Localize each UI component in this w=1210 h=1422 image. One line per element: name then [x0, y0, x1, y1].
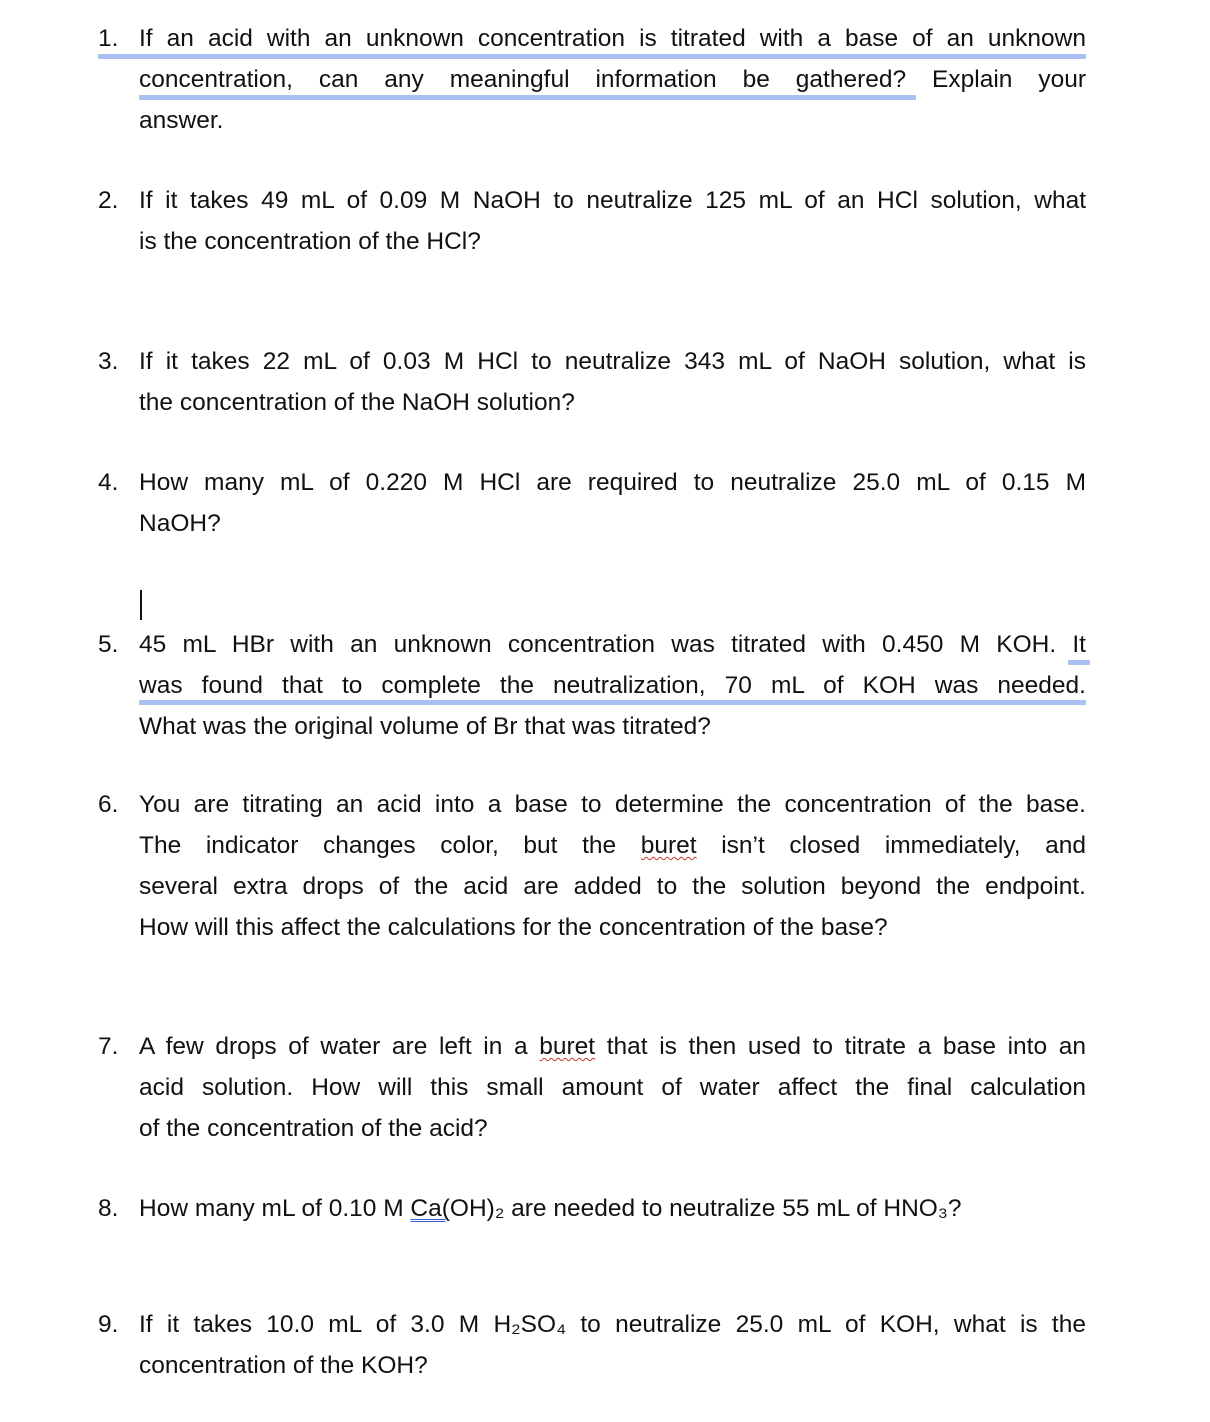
question-line: concentration, can any meaningful information be gathered? Explain your [139, 66, 1086, 93]
question-9 [98, 1304, 1086, 1386]
question-line: NaOH? [139, 510, 221, 537]
question-line: You are titrating an acid into a base to determine the concentration of the base. [139, 791, 1086, 818]
question-line: of the concentration of the acid? [139, 1115, 488, 1142]
question-text [139, 1026, 1086, 1149]
question-line: The indicator changes color, but the buret isn’t closed immediately, and [139, 832, 1086, 859]
question-number: 5. [98, 631, 119, 658]
text-cursor [140, 590, 142, 620]
question-number: 6. [98, 791, 119, 818]
question-line: If it takes 10.0 mL of 3.0 M H₂SO₄ to neutralize 25.0 mL of KOH, what is the [139, 1311, 1086, 1338]
question-4 [98, 462, 1086, 544]
question-line: If it takes 22 mL of 0.03 M HCl to neutralize 343 mL of NaOH solution, what is [139, 348, 1086, 375]
question-line: concentration of the KOH? [139, 1352, 428, 1379]
question-number: 8. [98, 1195, 119, 1222]
question-line: If it takes 49 mL of 0.09 M NaOH to neutralize 125 mL of an HCl solution, what [139, 187, 1086, 214]
question-line: How many mL of 0.220 M HCl are required to neutralize 25.0 mL of 0.15 M [139, 469, 1086, 496]
question-6 [98, 784, 1086, 948]
question-line: What was the original volume of Br that was titrated? [139, 713, 711, 740]
question-number: 2. [98, 187, 119, 214]
question-7 [98, 1026, 1086, 1149]
question-text [139, 462, 1086, 544]
question-text [139, 624, 1086, 747]
question-8 [98, 1188, 1086, 1229]
question-number: 7. [98, 1033, 119, 1060]
question-line: If an acid with an unknown concentration is titrated with a base of an unknown [139, 25, 1086, 52]
question-line: was found that to complete the neutralization, 70 mL of KOH was needed. [139, 672, 1086, 699]
question-text [139, 1304, 1086, 1386]
question-line: is the concentration of the HCl? [139, 228, 481, 255]
question-line: 45 mL HBr with an unknown concentration was titrated with 0.450 M KOH. It [139, 631, 1086, 658]
question-line: several extra drops of the acid are added to the solution beyond the endpoint. [139, 873, 1086, 900]
question-5 [98, 624, 1086, 747]
question-3 [98, 341, 1086, 423]
question-number: 3. [98, 348, 119, 375]
question-line: answer. [139, 107, 224, 134]
spelling-flag[interactable]: buret [539, 1033, 596, 1060]
question-line: acid solution. How will this small amount of water affect the final calculation [139, 1074, 1086, 1101]
question-text [139, 341, 1086, 423]
question-text [139, 180, 1086, 262]
question-text [139, 18, 1086, 141]
question-number: 9. [98, 1311, 119, 1338]
question-number: 1. [98, 25, 119, 52]
question-1 [98, 18, 1086, 141]
question-number: 4. [98, 469, 119, 496]
question-line: A few drops of water are left in a buret that is then used to titrate a base into an [139, 1033, 1086, 1060]
question-line: the concentration of the NaOH solution? [139, 389, 575, 416]
question-text [139, 784, 1086, 948]
spelling-flag[interactable]: buret [640, 832, 697, 859]
question-2 [98, 180, 1086, 262]
question-text [139, 1188, 1086, 1229]
question-line: How will this affect the calculations for the concentration of the base? [139, 914, 888, 941]
grammar-flag[interactable]: Ca( [410, 1195, 450, 1222]
question-line: How many mL of 0.10 M Ca(OH)₂ are needed to neutralize 55 mL of HNO₃? [139, 1195, 962, 1222]
